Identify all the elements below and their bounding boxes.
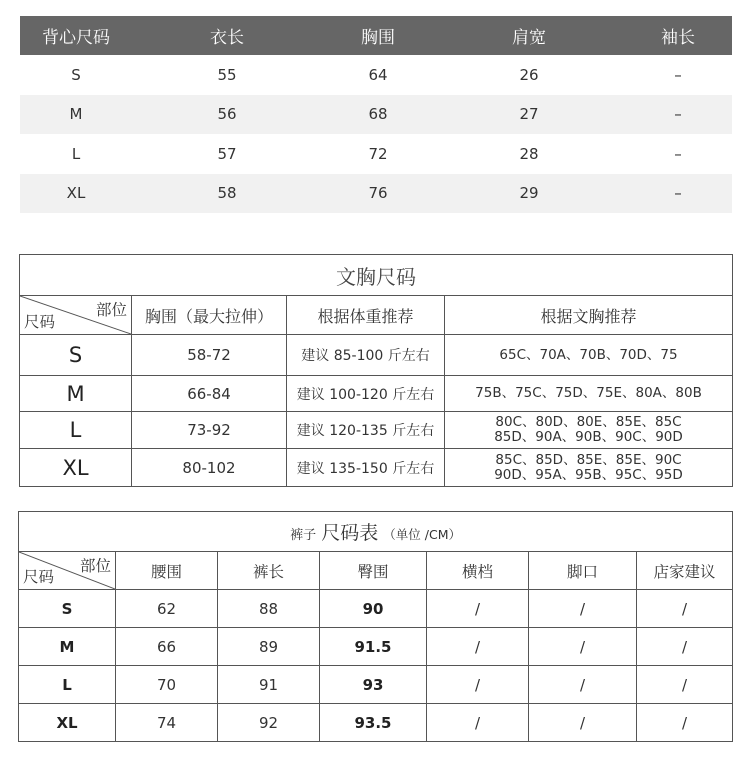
pants-corner-cell [19,552,116,590]
pants-cell: / [637,628,733,666]
vest-cell: S [71,65,81,84]
bra-row-m [20,376,733,412]
bra-size: S [20,335,132,376]
pants-corner-top: 部位 [79,557,111,575]
pants-header-hip: 臀围 [320,552,427,590]
pants-header-crotch: 横档 [427,552,529,590]
pants-size: XL [19,704,116,742]
pants-header-advice: 店家建议 [637,552,733,590]
bra-title-row [20,255,733,296]
bra-header-row [20,296,733,335]
bra-bust-range: 66-84 [132,376,287,412]
bra-header-bra: 根据文胸推荐 [445,296,733,335]
vest-cell: XL [66,184,86,203]
pants-header-hem: 脚口 [529,552,637,590]
bra-row-xl [20,449,733,487]
pants-cell: 88 [218,590,320,628]
bra-corner-bottom: 尺码 [24,313,56,331]
pants-cell: / [529,628,637,666]
pants-cell: 91 [218,666,320,704]
vest-cell: 58 [217,184,237,203]
pants-cell: / [427,666,529,704]
vest-row-xl [20,174,732,214]
bra-size: XL [20,449,132,487]
vest-cell: 57 [217,144,237,163]
vest-header-sleeve: 袖长 [661,28,695,48]
vest-header-shoulder: 肩宽 [512,28,546,48]
pants-size: S [19,590,116,628]
pants-cell: 70 [116,666,218,704]
pants-cell: / [637,704,733,742]
bra-weight-rec: 建议 120-135 斤左右 [287,412,445,449]
vest-cell: 55 [217,65,237,84]
pants-row-l [19,666,733,704]
pants-cell: 93 [320,666,427,704]
vest-cell: 27 [519,105,539,124]
bra-size: M [20,376,132,412]
pants-row-xl [19,704,733,742]
pants-row-s [19,590,733,628]
bra-bust-range: 80-102 [132,449,287,487]
pants-cell: / [529,704,637,742]
pants-size: M [19,628,116,666]
bra-cup-rec: 75B、75C、75D、75E、80A、80B [445,376,733,412]
pants-table-title [19,512,733,552]
vest-header-bust: 胸围 [361,28,395,48]
bra-row-s [20,335,733,376]
bra-size: L [20,412,132,449]
vest-cell: 72 [368,144,388,163]
vest-cell: M [69,105,83,124]
bra-size-table [19,254,733,487]
vest-row-m [20,95,732,135]
bra-cup-rec: 80C、80D、80E、85E、85C 85D、90A、90B、90C、90D [445,412,733,449]
bra-bust-range: 73-92 [132,412,287,449]
pants-cell: 90 [320,590,427,628]
pants-title-prefix: 裤子 [290,528,317,543]
pants-cell: / [427,628,529,666]
bra-weight-rec: 建议 85-100 斤左右 [287,335,445,376]
pants-cell: 91.5 [320,628,427,666]
bra-table-title: 文胸尺码 [20,255,733,296]
bra-row-l [20,412,733,449]
bra-header-weight: 根据体重推荐 [287,296,445,335]
pants-title-row [19,512,733,552]
pants-cell: 66 [116,628,218,666]
pants-cell: / [427,590,529,628]
pants-cell: 92 [218,704,320,742]
vest-cell: 76 [368,184,388,203]
vest-cell: 68 [368,105,388,124]
vest-size-table [20,16,732,213]
vest-cell: 29 [519,184,539,203]
pants-size-table [18,511,733,742]
pants-row-m [19,628,733,666]
pants-cell: / [529,590,637,628]
vest-cell: L [71,144,81,163]
pants-title-unit: （单位 /CM） [383,527,461,542]
vest-row-s [20,55,732,95]
pants-size: L [19,666,116,704]
pants-header-row [19,552,733,590]
vest-cell: 26 [519,65,539,84]
bra-corner-cell [20,296,132,335]
pants-header-length: 裤长 [218,552,320,590]
vest-header-length: 衣长 [210,28,244,48]
vest-cell: – [674,144,682,163]
pants-cell: 93.5 [320,704,427,742]
bra-cup-rec: 65C、70A、70B、70D、75 [445,335,733,376]
bra-corner-top: 部位 [95,301,127,319]
pants-cell: / [529,666,637,704]
vest-cell: 56 [217,105,237,124]
bra-bust-range: 58-72 [132,335,287,376]
vest-cell: – [674,105,682,124]
vest-cell: – [674,184,682,203]
vest-header-size: 背心尺码 [42,28,110,48]
bra-header-bust: 胸围（最大拉伸） [132,296,287,335]
pants-cell: / [637,590,733,628]
vest-cell: 64 [368,65,388,84]
pants-cell: / [637,666,733,704]
bra-cup-rec: 85C、85D、85E、85E、90C 90D、95A、95B、95C、95D [445,449,733,487]
pants-cell: 62 [116,590,218,628]
vest-row-l [20,134,732,174]
pants-title-main: 尺码表 [321,522,379,544]
bra-weight-rec: 建议 135-150 斤左右 [287,449,445,487]
vest-header-row [20,16,732,55]
pants-cell: 74 [116,704,218,742]
pants-header-waist: 腰围 [116,552,218,590]
vest-cell: 28 [519,144,539,163]
pants-corner-bottom: 尺码 [23,568,55,586]
vest-cell: – [674,65,682,84]
pants-cell: 89 [218,628,320,666]
bra-weight-rec: 建议 100-120 斤左右 [287,376,445,412]
pants-cell: / [427,704,529,742]
